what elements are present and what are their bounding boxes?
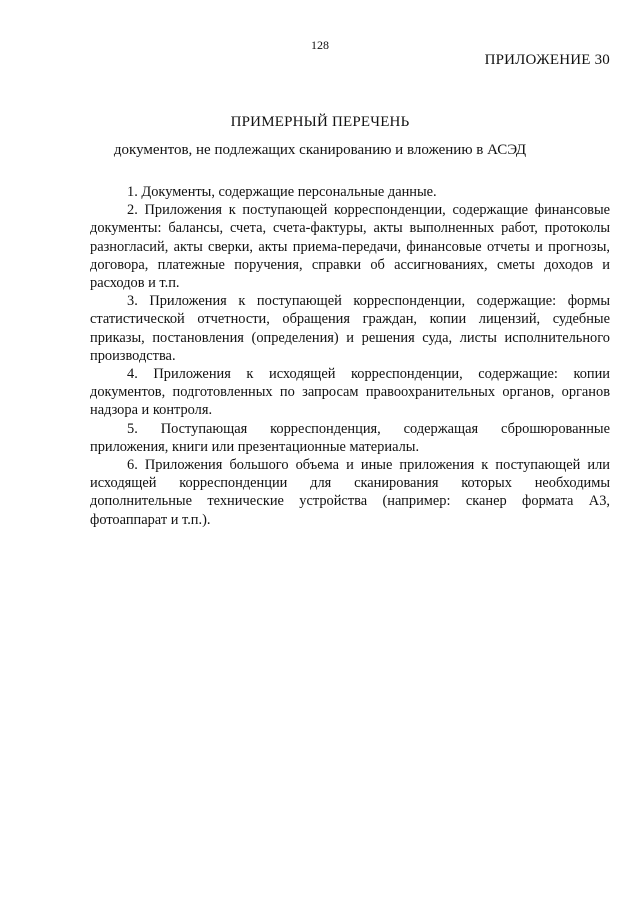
document-title: ПРИМЕРНЫЙ ПЕРЕЧЕНЬ <box>230 114 410 130</box>
list-item: 4. Приложения к исходящей корреспонденции, содержащие: копии документов, подготовленных по запросам правоохранительных органов, органов надзора и контроля. <box>90 366 610 419</box>
list-item: 1. Документы, содержащие персональные данные. <box>127 184 437 200</box>
appendix-label: ПРИЛОЖЕНИЕ 30 <box>484 52 610 68</box>
list-item: 6. Приложения большого объема и иные приложения к поступающей или исходящей корреспонденции для сканирования которых необходимы дополнительные технические устройства (например: сканер формата А3, фотоаппарат и т.п.). <box>90 457 610 528</box>
list-item: 3. Приложения к поступающей корреспонденции, содержащие: формы статистической отчетности, обращения граждан, копии лицензий, судебные приказы, постановления (определения) и решения суда, листы исполнительного производства. <box>90 293 610 364</box>
page-number: 128 <box>311 38 329 52</box>
list-item: 5. Поступающая корреспонденция, содержащая сброшюрованные приложения, книги или презентационные материалы. <box>90 420 610 455</box>
document-body <box>90 183 610 529</box>
list-item: 2. Приложения к поступающей корреспонденции, содержащие финансовые документы: балансы, счета, счета-фактуры, акты выполненных работ, протоколы разногласий, акты сверки, акты приема-передачи, финансовые отчеты и прогнозы, договора, платежные поручения, справки об ассигнованиях, сметы доходов и расходов и т.п. <box>90 202 610 292</box>
document-subtitle: документов, не подлежащих сканированию и вложению в АСЭД <box>113 142 527 158</box>
